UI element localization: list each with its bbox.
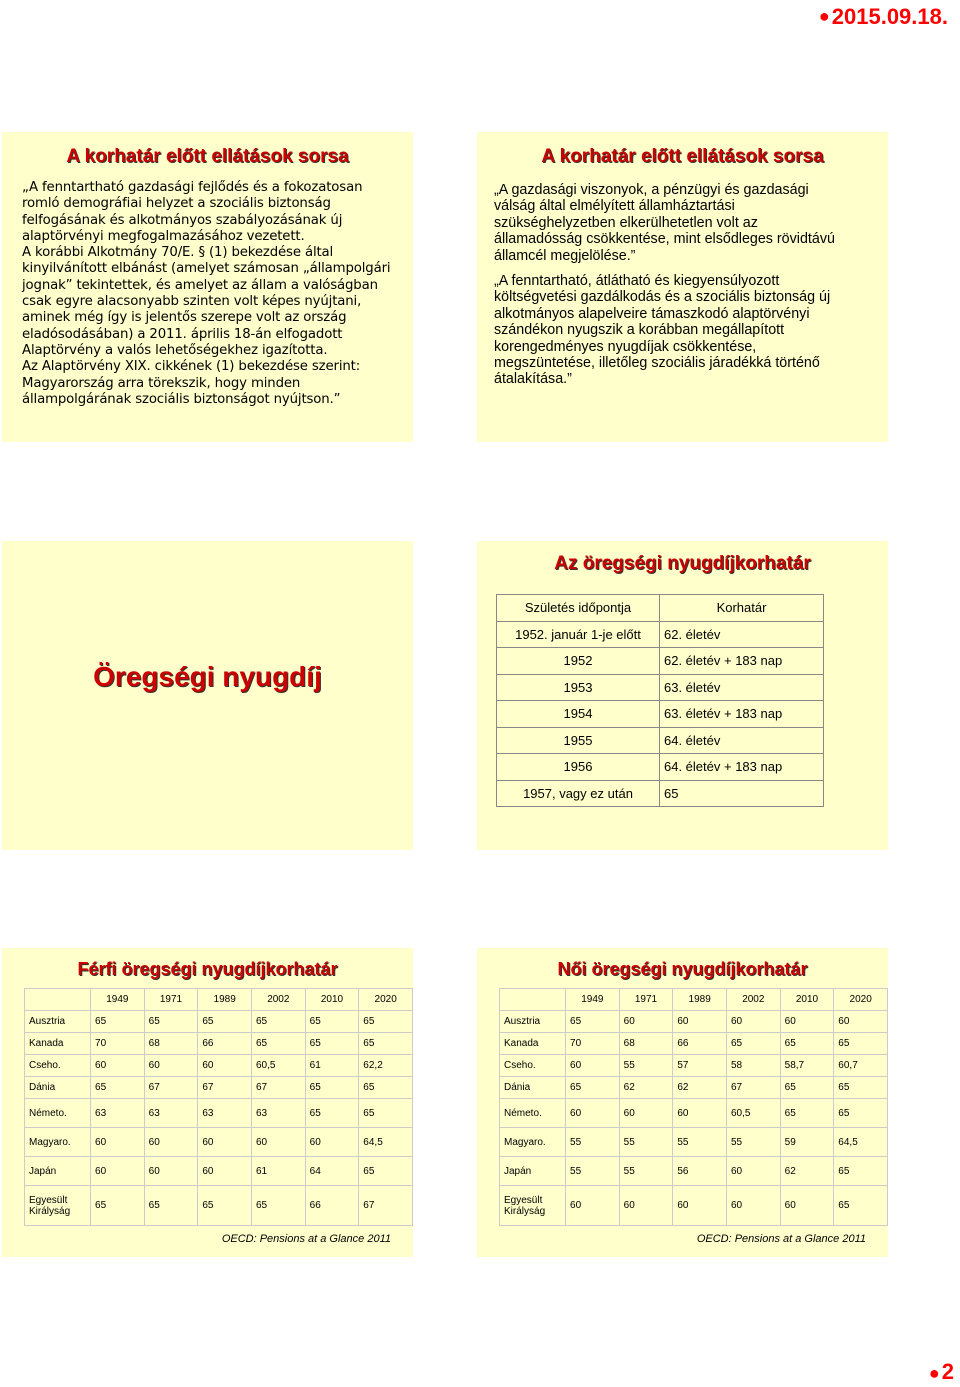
value-cell: 60 [144,1128,198,1157]
country-name: Kanada [29,1038,64,1049]
value-cell: 65 [834,1077,888,1099]
year-header-cell: 1989 [673,989,727,1011]
text-line: államcél megjelölése.” [494,247,636,264]
value-cell: 60 [619,1186,673,1226]
value-cell: 65 [144,1011,198,1033]
text-line: „A gazdasági viszonyok, a pénzügyi és gazdasági [494,182,809,198]
value-cell: 68 [144,1033,198,1055]
value-cell: 62 [780,1157,834,1186]
female-retirement-age-table [499,988,888,1226]
value-cell: 65 [251,1011,305,1033]
value-cell: 55 [566,1128,620,1157]
country-name: Ausztria [29,1016,66,1027]
value-cell: 65 [359,1077,413,1099]
year-header-cell: 1949 [566,989,620,1011]
text-line: átalakítása.” [494,371,572,388]
country-cell [25,1157,91,1186]
value-cell: 61 [305,1055,359,1077]
value-cell: 58 [726,1055,780,1077]
value-cell: 65 [305,1033,359,1055]
text-line: „A fenntartható gazdasági fejlődés és a fokozatosan [22,180,363,195]
country-name: Kanada [504,1038,539,1049]
table-row [500,1186,888,1226]
value-cell: 65 [91,1011,145,1033]
value-cell: 60 [91,1157,145,1186]
country-name: Cseho. [504,1060,536,1071]
birth-date-cell: 1954 [497,701,660,728]
value-cell: 60,7 [834,1055,888,1077]
year-header-cell: 2002 [251,989,305,1011]
birth-date-cell: 1956 [497,754,660,781]
slide-male-retirement-age [2,948,413,1257]
value-cell: 60 [726,1186,780,1226]
text-line: aminek még így is jelentős szerepe volt az ország [22,310,347,326]
value-cell: 60 [91,1128,145,1157]
column-header-birth-date: Születés időpontja [497,595,660,622]
value-cell: 55 [726,1128,780,1157]
source-note: OECD: Pensions at a Glance 2011 [696,1233,866,1245]
table-row [497,701,824,728]
value-cell: 64,5 [834,1128,888,1157]
text-line: Magyarország arra törekszik, hogy minden [22,375,301,391]
value-cell: 65 [359,1033,413,1055]
text-line: „A fenntartható, átlátható és kiegyensúlyozott [494,273,780,290]
value-cell: 65 [359,1099,413,1128]
value-cell: 60 [251,1128,305,1157]
value-cell: 60 [198,1055,252,1077]
value-cell: 55 [619,1128,673,1157]
birth-date-cell: 1953 [497,674,660,701]
table-header-row [25,989,413,1011]
text-line: korengedményes nyugdíjak csökkentése, [494,338,757,355]
value-cell: 65 [305,1077,359,1099]
year-header-cell: 1971 [619,989,673,1011]
value-cell: 65 [834,1186,888,1226]
value-cell: 65 [566,1077,620,1099]
value-cell: 65 [726,1033,780,1055]
text-line: alaptörvényi megfogalmazásához vezetett. [22,228,305,244]
slide-title: Női öregségi nyugdíjkorhatár [557,959,808,979]
text-line: jognak” tekintettek, és amelyet az állam a valóságban [22,277,378,293]
value-cell: 60 [305,1128,359,1157]
year-header-cell: 2010 [780,989,834,1011]
value-cell: 67 [726,1077,780,1099]
male-retirement-age-table [24,988,413,1226]
slide-body-text [494,182,884,397]
country-cell [25,1033,91,1055]
table-header-row [500,989,888,1011]
country-cell [500,1077,566,1099]
text-line: A korábbi Alkotmány 70/E. § (1) bekezdése által [22,245,334,261]
column-header-age-limit: Korhatár [660,595,824,622]
country-name: Japán [29,1165,57,1177]
table-row [500,1157,888,1186]
country-cell [25,1055,91,1077]
page-number [929,1359,954,1385]
slide-title: Férfi öregségi nyugdíjkorhatár [77,959,338,979]
table-row [500,1099,888,1128]
value-cell: 60 [566,1099,620,1128]
table-row [25,1077,413,1099]
value-cell: 65 [780,1099,834,1128]
text-line: alkotmányos alapelveire támaszkodó alaptörvényi [494,305,810,322]
quote-paragraph-2 [494,273,884,388]
value-cell: 60 [198,1157,252,1186]
value-cell: 65 [834,1099,888,1128]
value-cell: 66 [305,1186,359,1226]
country-name: Németo. [504,1107,542,1119]
country-cell [500,1011,566,1033]
value-cell: 57 [673,1055,727,1077]
slide-title: A korhatár előtt ellátások sorsa [541,146,824,167]
value-cell: 65 [251,1186,305,1226]
value-cell: 60,5 [726,1099,780,1128]
country-cell [500,1128,566,1157]
value-cell: 60 [198,1128,252,1157]
value-cell: 65 [251,1033,305,1055]
table-row [497,674,824,701]
table-row [25,1033,413,1055]
birth-date-cell: 1957, vagy ez után [497,780,660,807]
bullet-icon: ● [928,1363,940,1383]
country-cell [25,1186,91,1226]
corner-cell [25,989,91,1011]
table-row [25,1099,413,1128]
value-cell: 67 [251,1077,305,1099]
value-cell: 55 [673,1128,727,1157]
country-cell [25,1011,91,1033]
quote-paragraph-1 [494,182,884,264]
value-cell: 67 [359,1186,413,1226]
slide-title: Az öregségi nyugdíjkorhatár [554,553,811,574]
value-cell: 62 [619,1077,673,1099]
value-cell: 62,2 [359,1055,413,1077]
value-cell: 70 [91,1033,145,1055]
country-name: Cseho. [29,1060,61,1071]
table-row [500,1128,888,1157]
value-cell: 60 [144,1055,198,1077]
slide-old-age-pension [2,541,413,850]
birth-date-cell: 1952 [497,648,660,675]
slide-title: A korhatár előtt ellátások sorsa [66,146,349,167]
value-cell: 65 [359,1157,413,1186]
value-cell: 64,5 [359,1128,413,1157]
country-cell [500,1186,566,1226]
table-row [497,621,824,648]
table-row [500,1011,888,1033]
slide-retirement-age-table [477,541,888,850]
country-cell [500,1157,566,1186]
table-row [500,1077,888,1099]
value-cell: 58,7 [780,1055,834,1077]
value-cell: 65 [834,1033,888,1055]
text-line: válság által elmélyített államháztartási [494,198,735,215]
value-cell: 60 [673,1186,727,1226]
age-limit-cell: 62. életév + 183 nap [660,648,824,675]
birth-date-cell: 1952. január 1-je előtt [497,621,660,648]
table-header-row [497,595,824,622]
country-cell [25,1077,91,1099]
value-cell: 65 [359,1011,413,1033]
slide-body-text [22,180,410,408]
value-cell: 62 [673,1077,727,1099]
value-cell: 70 [566,1033,620,1055]
document-date [819,4,948,30]
slide-pre-retirement-benefits-2 [477,132,888,442]
text-line: költségvetési gazdálkodás és a szociális biztonság új [494,289,831,306]
year-header-cell: 1971 [144,989,198,1011]
table-row [497,727,824,754]
table-row [25,1157,413,1186]
value-cell: 60 [566,1055,620,1077]
age-limit-cell: 65 [660,780,824,807]
value-cell: 65 [780,1033,834,1055]
page-number-text: 2 [941,1359,954,1384]
value-cell: 60 [619,1011,673,1033]
value-cell: 65 [144,1186,198,1226]
value-cell: 65 [305,1011,359,1033]
value-cell: 64 [305,1157,359,1186]
value-cell: 68 [619,1033,673,1055]
slide-female-retirement-age [477,948,888,1257]
value-cell: 67 [198,1077,252,1099]
value-cell: 65 [91,1077,145,1099]
country-name: Egyesült [504,1194,543,1206]
table-row [497,648,824,675]
text-line: állampolgárának szociális biztonságot nyújtson.” [22,391,341,407]
country-name: Dánia [29,1082,56,1093]
value-cell: 60 [834,1011,888,1033]
text-line: romló demográfiai helyzet a szociális biztonság [22,196,331,212]
year-header-cell: 2002 [726,989,780,1011]
date-text: 2015.09.18. [831,4,948,29]
country-name: Japán [504,1165,532,1177]
value-cell: 61 [251,1157,305,1186]
birth-date-cell: 1955 [497,727,660,754]
age-limit-cell: 62. életév [660,621,824,648]
value-cell: 65 [834,1157,888,1186]
value-cell: 60 [726,1157,780,1186]
text-line: csak egyre alacsonyabb szinten volt képes nyújtani, [22,294,362,310]
value-cell: 59 [780,1128,834,1157]
table-row [497,754,824,781]
value-cell: 63 [251,1099,305,1128]
value-cell: 65 [566,1011,620,1033]
country-cell [500,1055,566,1077]
table-row [500,1055,888,1077]
country-name: Egyesült [29,1194,68,1206]
table-row [500,1033,888,1055]
country-name: Királyság [504,1205,546,1217]
value-cell: 60 [780,1011,834,1033]
age-limit-cell: 64. életév [660,727,824,754]
value-cell: 65 [780,1077,834,1099]
table-row [25,1128,413,1157]
age-limit-cell: 63. életév [660,674,824,701]
table-row [497,780,824,807]
text-line: szükséghelyzetben elkerülhetetlen volt az [494,214,758,231]
year-header-cell: 1989 [198,989,252,1011]
country-cell [25,1099,91,1128]
value-cell: 66 [673,1033,727,1055]
value-cell: 65 [91,1186,145,1226]
age-limit-cell: 64. életév + 183 nap [660,754,824,781]
value-cell: 60 [144,1157,198,1186]
text-line: megszüntetése, illetőleg szociális járadékká történő [494,355,820,372]
value-cell: 60,5 [251,1055,305,1077]
value-cell: 60 [726,1011,780,1033]
bullet-icon: ● [818,6,830,26]
country-cell [500,1099,566,1128]
value-cell: 60 [91,1055,145,1077]
value-cell: 63 [91,1099,145,1128]
country-name: Magyaro. [29,1136,71,1148]
value-cell: 63 [144,1099,198,1128]
value-cell: 55 [619,1055,673,1077]
country-name: Németo. [29,1107,67,1119]
year-header-cell: 1949 [91,989,145,1011]
value-cell: 65 [198,1186,252,1226]
country-name: Királyság [29,1205,71,1217]
text-line: Alaptörvény a valós lehetőségekhez igazította. [22,342,328,358]
value-cell: 55 [566,1157,620,1186]
text-line: eladósodásában) a 2011. április 18-án elfogadott [22,326,343,342]
value-cell: 65 [198,1011,252,1033]
year-header-cell: 2020 [359,989,413,1011]
text-line: Az Alaptörvény XIX. cikkének (1) bekezdése szerint: [22,359,361,375]
retirement-age-table [496,594,824,807]
age-limit-cell: 63. életév + 183 nap [660,701,824,728]
corner-cell [500,989,566,1011]
country-name: Ausztria [504,1016,541,1027]
year-header-cell: 2010 [305,989,359,1011]
value-cell: 60 [780,1186,834,1226]
table-row [25,1186,413,1226]
value-cell: 60 [673,1099,727,1128]
text-line: felfogásának és alkotmányos szabályozásának új [22,212,343,228]
value-cell: 63 [198,1099,252,1128]
country-name: Dánia [504,1082,531,1093]
table-row [25,1011,413,1033]
value-cell: 65 [305,1099,359,1128]
country-name: Magyaro. [504,1136,546,1148]
year-header-cell: 2020 [834,989,888,1011]
text-line: államadósság csökkentése, mint elsődleges rövidtávú [494,231,835,248]
source-note: OECD: Pensions at a Glance 2011 [221,1233,391,1245]
value-cell: 67 [144,1077,198,1099]
country-cell [25,1128,91,1157]
value-cell: 66 [198,1033,252,1055]
value-cell: 60 [673,1011,727,1033]
table-row [25,1055,413,1077]
slide-pre-retirement-benefits-1 [2,132,413,442]
value-cell: 55 [619,1157,673,1186]
country-cell [500,1033,566,1055]
value-cell: 56 [673,1157,727,1186]
value-cell: 60 [619,1099,673,1128]
value-cell: 60 [566,1186,620,1226]
text-line: szándékon nyugszik a korábban megállapított [494,322,785,339]
slide-big-title: Öregségi nyugdíj [93,661,322,692]
text-line: kinyilvánított elbánást (amelyet számosan „állampolgári [22,261,391,277]
